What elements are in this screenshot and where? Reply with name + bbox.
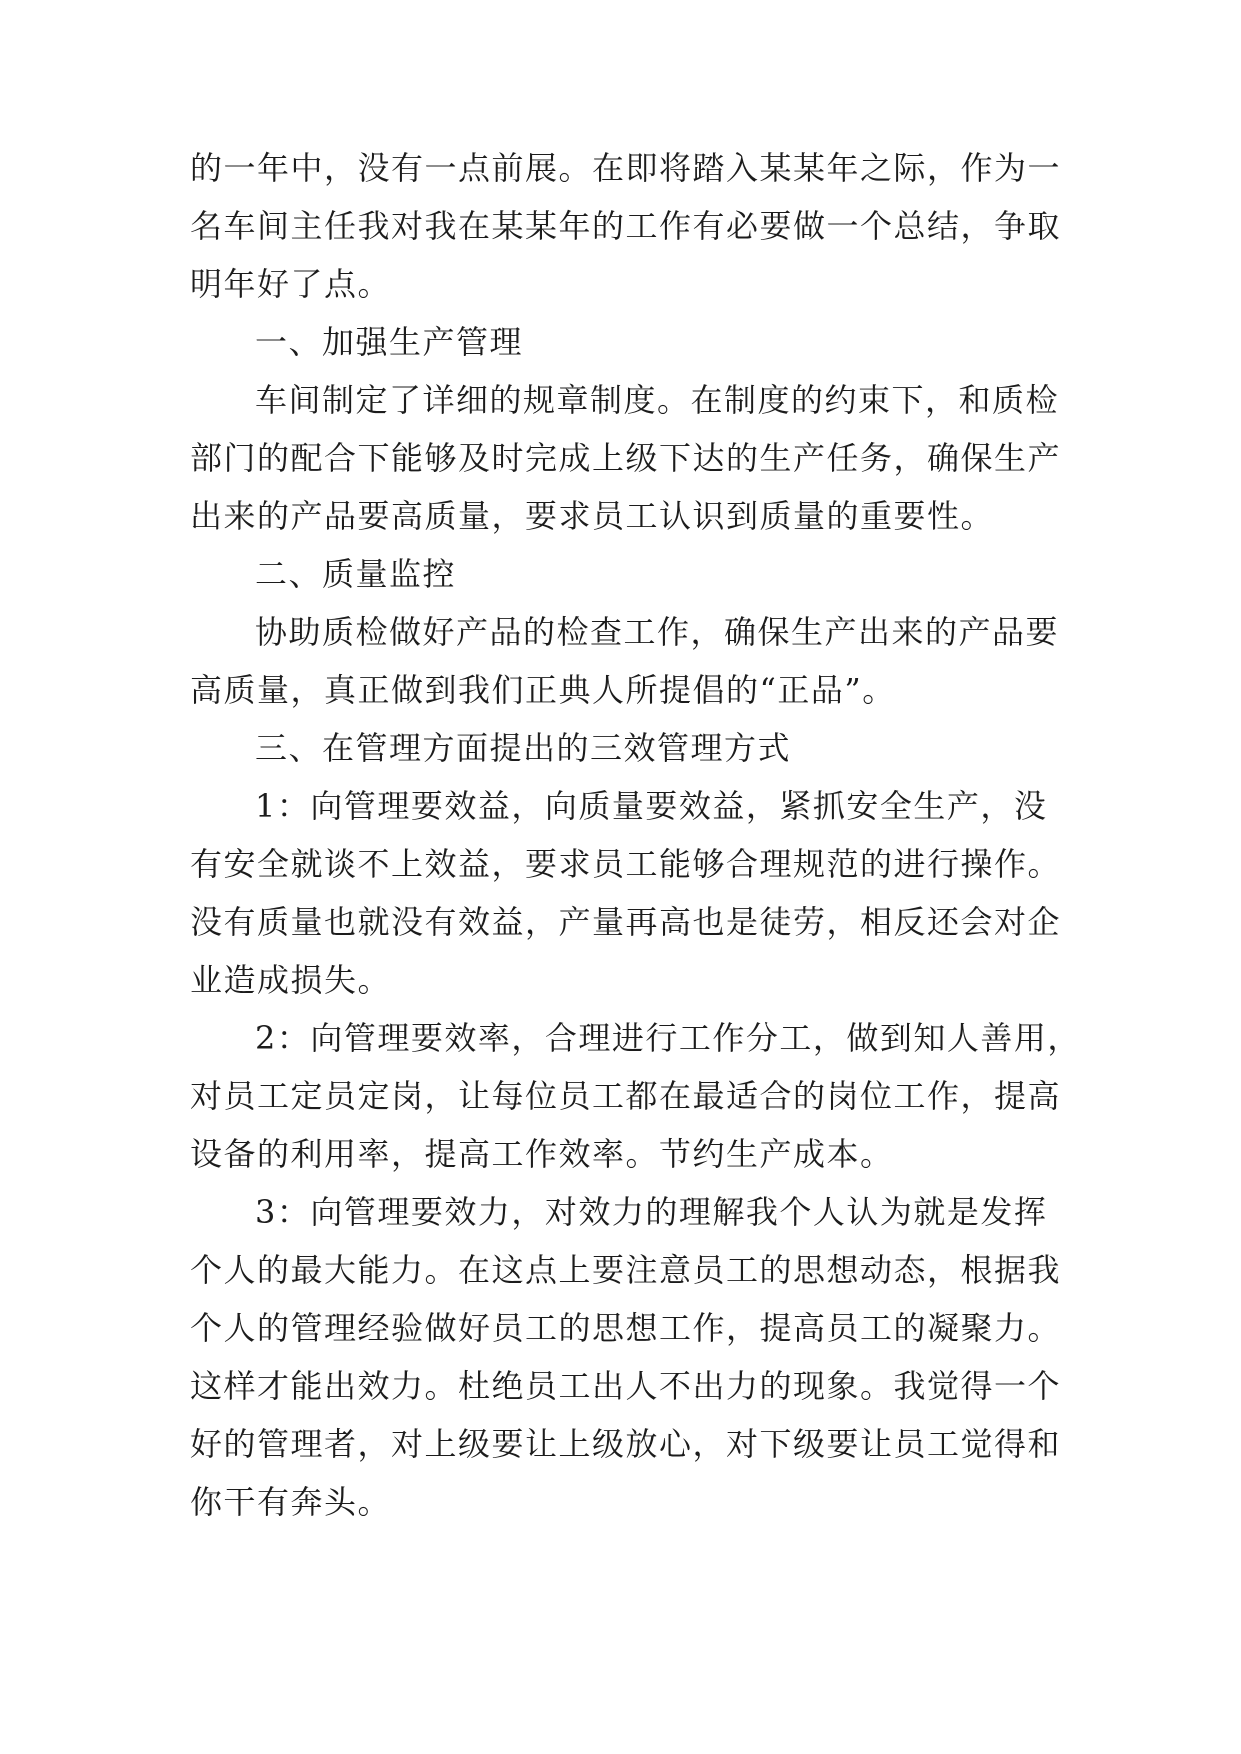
text-line: 对员工定员定岗，让每位员工都在最适合的岗位工作，提高	[190, 1077, 1062, 1115]
section-heading: 二、质量监控	[255, 555, 457, 593]
text-line: 有安全就谈不上效益，要求员工能够合理规范的进行操作。	[190, 845, 1062, 883]
text-line: 明年好了点。	[190, 265, 392, 303]
text-line: 协助质检做好产品的检查工作，确保生产出来的产品要	[255, 613, 1060, 651]
text-line: 设备的利用率，提高工作效率。节约生产成本。	[190, 1135, 894, 1173]
text-line: 没有质量也就没有效益，产量再高也是徒劳，相反还会对企	[190, 903, 1062, 941]
text-line: 业造成损失。	[190, 961, 392, 999]
text-line: 高质量，真正做到我们正典人所提倡的“正品”。	[190, 671, 896, 709]
text-line: 你干有奔头。	[190, 1483, 392, 1521]
text-line: 个人的最大能力。在这点上要注意员工的思想动态，根据我	[190, 1251, 1062, 1289]
text-line: 车间制定了详细的规章制度。在制度的约束下，和质检	[255, 381, 1060, 419]
text-line: 个人的管理经验做好员工的思想工作，提高员工的凝聚力。	[190, 1309, 1062, 1347]
text-line: 部门的配合下能够及时完成上级下达的生产任务，确保生产	[190, 439, 1062, 477]
section-heading: 一、加强生产管理	[255, 323, 524, 361]
text-line: 1：向管理要效益，向质量要效益，紧抓安全生产，没	[255, 787, 1048, 825]
text-line: 出来的产品要高质量，要求员工认识到质量的重要性。	[190, 497, 995, 535]
text-line: 名车间主任我对我在某某年的工作有必要做一个总结，争取	[190, 207, 1062, 245]
section-heading: 三、在管理方面提出的三效管理方式	[255, 729, 792, 767]
text-line: 3：向管理要效力，对效力的理解我个人认为就是发挥	[255, 1193, 1048, 1231]
text-line: 这样才能出效力。杜绝员工出人不出力的现象。我觉得一个	[190, 1367, 1062, 1405]
text-line: 的一年中，没有一点前展。在即将踏入某某年之际，作为一	[190, 149, 1062, 187]
text-line: 好的管理者，对上级要让上级放心，对下级要让员工觉得和	[190, 1425, 1062, 1463]
text-line: 2：向管理要效率，合理进行工作分工，做到知人善用，	[255, 1019, 1081, 1057]
